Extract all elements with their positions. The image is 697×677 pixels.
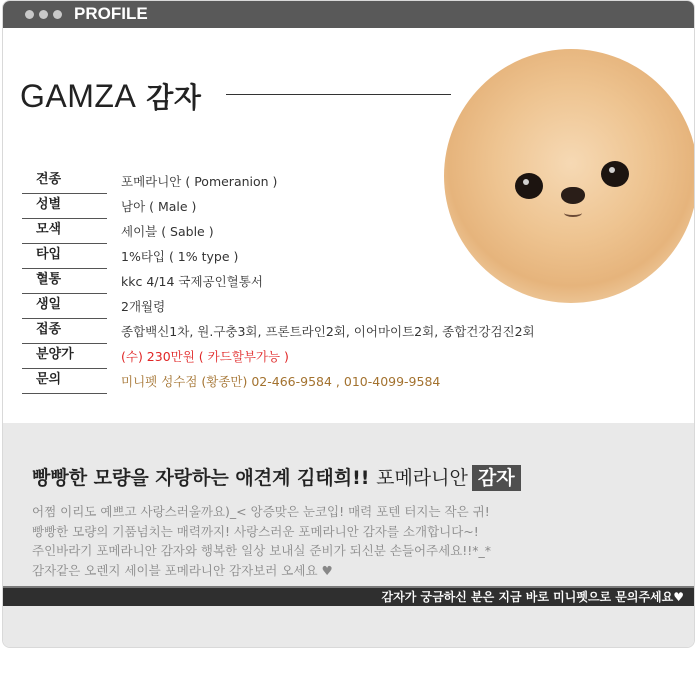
eye-right	[601, 161, 629, 187]
profile-header	[3, 1, 694, 28]
paragraph: 빵빵한 모량의 기품넘치는 매력까지! 사랑스러운 포메라니안 감자를 소개합니다~!	[32, 523, 479, 539]
name-divider	[226, 94, 451, 95]
pomeranian-photo	[444, 49, 695, 303]
headline-normal: 포메라니안	[376, 467, 468, 489]
dog-name-en: GAMZA	[20, 78, 137, 114]
description-section	[3, 423, 694, 648]
headline-tag: 감자	[472, 465, 521, 491]
info-value: kkc 4/14 국제공인혈통서	[121, 274, 263, 289]
contact-banner-text: 감자가 궁금하신 분은 지금 바로 미니펫으로 문의주세요♥	[381, 590, 684, 604]
info-label: 접종	[22, 319, 107, 344]
header-title: PROFILE	[74, 4, 148, 23]
info-label: 타입	[22, 244, 107, 269]
info-label: 혈통	[22, 269, 107, 294]
nose	[561, 187, 585, 204]
contact-banner	[3, 586, 694, 606]
info-value: 남아 ( Male )	[121, 199, 197, 214]
paragraph: 주인바라기 포메라니안 감자와 행복한 일상 보내실 준비가 되신분 손들어주세요!!*_*	[32, 543, 492, 558]
info-label: 분양가	[22, 344, 107, 369]
info-label: 생일	[22, 294, 107, 319]
info-value: 포메라니안 ( Pomeranion )	[121, 174, 278, 189]
info-value: (수) 230만원 ( 카드할부가능 )	[121, 349, 289, 364]
info-label: 모색	[22, 219, 107, 244]
info-value: 세이블 ( Sable )	[121, 224, 214, 239]
eye-left	[515, 173, 543, 199]
mouth	[564, 209, 582, 217]
paragraph: 감자같은 오렌지 세이블 포메라니안 감자보러 오세요 ♥	[32, 562, 333, 578]
info-value: 미니펫 성수점 (황종만) 02-466-9584 , 010-4099-9584	[121, 374, 441, 389]
info-value: 1%타입 ( 1% type )	[121, 249, 239, 264]
dog-name	[20, 76, 201, 116]
dots-icon	[25, 10, 62, 19]
description-paragraphs	[32, 502, 491, 580]
paragraph: 어쩜 이리도 예쁘고 사랑스러울까요)_< 앙증맞은 눈코입! 매력 포텐 터지는 작은 귀!	[32, 504, 490, 519]
info-label: 성별	[22, 194, 107, 219]
info-label: 견종	[22, 169, 107, 194]
dog-name-ko: 감자	[146, 81, 202, 114]
info-value: 종합백신1차, 원.구충3회, 프론트라인2회, 이어마이트2회, 종합건강검진2회	[121, 324, 535, 339]
info-value: 2개월령	[121, 299, 166, 314]
description-headline	[32, 463, 521, 491]
profile-card	[2, 0, 695, 648]
headline-bold: 빵빵한 모량을 자랑하는 애견계 김태희!!	[32, 467, 370, 489]
info-label: 문의	[22, 369, 107, 394]
